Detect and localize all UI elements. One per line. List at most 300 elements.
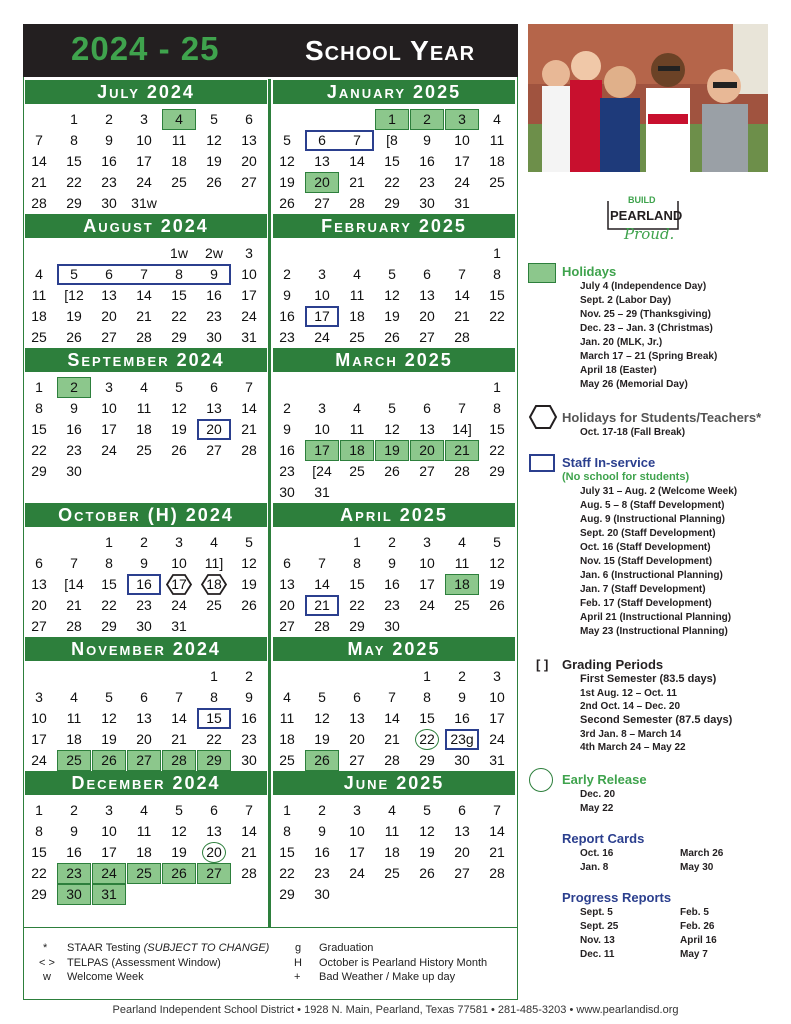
- calendar-day: 17: [241, 287, 257, 303]
- legend-history-symbol: H: [294, 957, 302, 969]
- calendar-day: 3: [245, 245, 253, 261]
- calendar-day: [8: [386, 132, 398, 148]
- calendar-day: 6: [423, 266, 431, 282]
- calendar-day: 19: [384, 308, 400, 324]
- calendar-day: 27: [279, 618, 295, 634]
- calendar-day: 3: [105, 379, 113, 395]
- calendar-day: 13: [454, 823, 470, 839]
- calendar-day: 9: [70, 823, 78, 839]
- report-cards-col1: [580, 847, 613, 875]
- calendar-day: 24: [92, 863, 126, 884]
- calendar-day: 1: [423, 668, 431, 684]
- month-feb: [273, 214, 515, 345]
- legend-telpas-symbol: < >: [39, 957, 55, 969]
- list-item: Dec. 11: [580, 949, 615, 960]
- students-photo: [528, 24, 768, 172]
- calendar-day: 16: [419, 153, 435, 169]
- month-title: July 2024: [25, 80, 267, 104]
- calendar-day: 27: [127, 750, 161, 771]
- calendar-day: 12: [314, 710, 330, 726]
- calendar-day: 8: [353, 555, 361, 571]
- calendar-day: 17: [454, 153, 470, 169]
- calendar-day: 7: [245, 379, 253, 395]
- calendar-day: 4: [388, 802, 396, 818]
- calendar-day: 10: [314, 287, 330, 303]
- legend-history: October is Pearland History Month: [319, 957, 488, 969]
- calendar-day: 18: [136, 421, 152, 437]
- calendar-day: 2: [57, 377, 91, 398]
- calendar-day: 15: [384, 153, 400, 169]
- list-item: Nov. 15 (Staff Development): [580, 556, 713, 567]
- month-dec: [25, 771, 267, 902]
- calendar-day: 6: [318, 132, 326, 148]
- month-title: March 2025: [273, 348, 515, 372]
- calendar-day: 11: [136, 400, 152, 416]
- calendar-day: 21: [31, 174, 47, 190]
- calendar-day: 31w: [131, 195, 157, 211]
- calendar-day: 16: [384, 576, 400, 592]
- calendar-day: 8: [493, 266, 501, 282]
- calendar-day: 12: [171, 823, 187, 839]
- calendar-day: 5: [70, 266, 78, 282]
- legend-welcome-symbol: w: [43, 971, 51, 983]
- list-item: July 4 (Independence Day): [580, 281, 707, 292]
- calendar-day: [12: [64, 287, 84, 303]
- calendar-day: 5: [175, 802, 183, 818]
- calendar-day: 24: [489, 731, 505, 747]
- calendar-day: 10: [349, 823, 365, 839]
- calendar-day: 3: [105, 802, 113, 818]
- calendar-day: 6: [210, 802, 218, 818]
- calendar-day: 21: [445, 440, 479, 461]
- calendar-day: 10: [454, 132, 470, 148]
- calendar-day: 30: [241, 752, 257, 768]
- calendar-day: 11: [31, 287, 47, 303]
- calendar-day: 31: [314, 484, 330, 500]
- calendar-day: 8: [105, 555, 113, 571]
- calendar-day: 24: [31, 752, 47, 768]
- early-release-list: [580, 788, 615, 816]
- calendar-day: 11: [384, 823, 400, 839]
- calendar-day: 15: [489, 287, 505, 303]
- calendar-day: 21: [241, 844, 257, 860]
- calendar-day: 18: [445, 574, 479, 595]
- list-item: May 26 (Memorial Day): [580, 379, 688, 390]
- grading-symbol: [ ]: [536, 657, 549, 672]
- list-item: May 23 (Instructional Planning): [580, 626, 728, 637]
- calendar-day: 14: [241, 400, 257, 416]
- calendar-day: 7: [318, 555, 326, 571]
- calendar-day: 11: [454, 555, 470, 571]
- calendar-day: 22: [489, 442, 505, 458]
- school-year-number: 2024 - 25: [71, 30, 220, 67]
- calendar-day: 27: [241, 174, 257, 190]
- calendar-day: 31: [454, 195, 470, 211]
- calendar-day: 14: [31, 153, 47, 169]
- month-jul: [25, 80, 267, 211]
- calendar-day: 27: [197, 863, 231, 884]
- calendar-day: 3: [175, 534, 183, 550]
- calendar-day: 16: [136, 576, 152, 592]
- calendar-day: 3: [353, 802, 361, 818]
- calendar-day: 18: [279, 731, 295, 747]
- school-year-title: School Year: [305, 35, 476, 66]
- calendar-day: 24: [241, 308, 257, 324]
- calendar-day: 27: [419, 329, 435, 345]
- calendar-day: 3: [318, 400, 326, 416]
- calendar-day: 25: [206, 597, 222, 613]
- calendar-day: 8: [283, 823, 291, 839]
- calendar-day: 29: [171, 329, 187, 345]
- calendar-day: 11]: [204, 555, 224, 571]
- calendar-day: 7: [245, 802, 253, 818]
- calendar-day: 19: [171, 421, 187, 437]
- inservice-box: [127, 574, 161, 595]
- calendar-day: 17: [101, 421, 117, 437]
- calendar-day: 23: [136, 597, 152, 613]
- list-item: March 26: [680, 848, 724, 859]
- month-sep: [25, 348, 267, 479]
- calendar-day: 20: [349, 731, 365, 747]
- month-title: April 2025: [273, 503, 515, 527]
- calendar-day: 20: [279, 597, 295, 613]
- list-item: May 30: [680, 862, 714, 873]
- month-oct: [25, 503, 267, 634]
- calendar-day: 8: [175, 266, 183, 282]
- calendar-day: 12: [489, 555, 505, 571]
- calendar-day: 6: [105, 266, 113, 282]
- calendar-day: 22: [415, 729, 439, 750]
- calendar-day: 4: [140, 802, 148, 818]
- calendar-day: 26: [279, 195, 295, 211]
- calendar-day: 12: [279, 153, 295, 169]
- legend-staar-symbol: *: [43, 942, 48, 954]
- calendar-day: 16: [279, 442, 295, 458]
- calendar-day: 22: [489, 308, 505, 324]
- legend-grad: Graduation: [319, 942, 374, 954]
- calendar-day: 1: [493, 245, 501, 261]
- calendar-day: 25: [127, 863, 161, 884]
- calendar-day: 12: [171, 400, 187, 416]
- calendar-day: 6: [35, 555, 43, 571]
- calendar-day: 17: [305, 440, 339, 461]
- calendar-day: 21: [136, 308, 152, 324]
- calendar-day: 9: [283, 421, 291, 437]
- calendar-day: 29: [349, 618, 365, 634]
- calendar-day: 18: [31, 308, 47, 324]
- calendar-day: 26: [489, 597, 505, 613]
- calendar-day: 20: [410, 440, 444, 461]
- calendar-day: 2: [283, 400, 291, 416]
- calendar-day: 2: [245, 668, 253, 684]
- calendar-day: 1: [493, 379, 501, 395]
- calendar-day: 1: [105, 534, 113, 550]
- calendar-day: 9: [140, 555, 148, 571]
- calendar-day: 14: [136, 287, 152, 303]
- calendar-day: 2w: [205, 245, 223, 261]
- calendar-day: 29: [384, 195, 400, 211]
- calendar-day: 1w: [170, 245, 188, 261]
- calendar-day: 10: [101, 823, 117, 839]
- calendar-day: 23: [314, 865, 330, 881]
- report-cards-col2: [680, 847, 723, 875]
- calendar-day: 22: [31, 865, 47, 881]
- calendar-day: 26: [384, 329, 400, 345]
- district-footer: Pearland Independent School District • 1928 N. Main, Pearland, Texas 77581 • 281-485-3203 • www.pearlandisd.org: [112, 1004, 679, 1016]
- calendar-day: 13: [206, 400, 222, 416]
- inservice-subtitle: (No school for students): [562, 471, 690, 483]
- calendar-day: 1: [35, 379, 43, 395]
- calendar-day: 2: [70, 802, 78, 818]
- calendar-day: 16: [101, 153, 117, 169]
- list-item: Nov. 25 – 29 (Thanksgiving): [580, 309, 711, 320]
- calendar-day: 23: [241, 731, 257, 747]
- calendar-day: 30: [206, 329, 222, 345]
- progress-reports-title: Progress Reports: [562, 890, 672, 905]
- calendar-day: 7: [388, 689, 396, 705]
- calendar-day: 13: [241, 132, 257, 148]
- calendar-day: 8: [35, 823, 43, 839]
- calendar-day: 13: [31, 576, 47, 592]
- list-item: Oct. 16: [580, 848, 614, 859]
- list-item: Feb. 26: [680, 921, 715, 932]
- calendar-day: 18: [136, 844, 152, 860]
- calendar-day: 2: [283, 266, 291, 282]
- calendar-day: 2: [410, 109, 444, 130]
- calendar-day: 13: [419, 421, 435, 437]
- calendar-day: 13: [419, 287, 435, 303]
- progress-reports-col1: [580, 906, 618, 962]
- calendar-day: 6: [423, 400, 431, 416]
- holidays-list: [580, 280, 717, 392]
- calendar-day: 30: [136, 618, 152, 634]
- calendar-day: 28: [489, 865, 505, 881]
- calendar-day: 20: [305, 172, 339, 193]
- calendar-day: 19: [206, 153, 222, 169]
- calendar-day: 21: [241, 421, 257, 437]
- calendar-day: 29: [279, 886, 295, 902]
- calendar-day: 5: [175, 379, 183, 395]
- inservice-section: [562, 455, 655, 470]
- calendar-day: 18: [384, 844, 400, 860]
- calendar-day: 25: [384, 865, 400, 881]
- calendar-day: 5: [388, 400, 396, 416]
- calendar-day: 15: [66, 153, 82, 169]
- calendar-day: 9: [245, 689, 253, 705]
- calendar-day: 8: [210, 689, 218, 705]
- calendar-day: 28: [349, 195, 365, 211]
- calendar-day: 9: [318, 823, 326, 839]
- calendar-day: 30: [314, 886, 330, 902]
- calendar-day: 8: [70, 132, 78, 148]
- calendar-day: 16: [454, 710, 470, 726]
- calendar-day: 24: [314, 329, 330, 345]
- calendar-day: 22: [384, 174, 400, 190]
- calendar-day: 14: [241, 823, 257, 839]
- calendar-day: 5: [210, 111, 218, 127]
- calendar-day: 21: [314, 597, 330, 613]
- calendar-day: 4: [35, 266, 43, 282]
- calendar-day: 13: [136, 710, 152, 726]
- calendar-day: 14: [171, 710, 187, 726]
- calendar-day: 28: [454, 463, 470, 479]
- logo-pearland: PEARLAND: [610, 208, 683, 223]
- calendar-day: 14: [454, 287, 470, 303]
- list-item: Nov. 13: [580, 935, 615, 946]
- list-item: May 22: [580, 803, 614, 814]
- calendar-day: 15: [349, 576, 365, 592]
- calendar-day: 10: [171, 555, 187, 571]
- calendar-day: 27: [206, 442, 222, 458]
- calendar-day: 17: [101, 844, 117, 860]
- first-semester: First Semester (83.5 days): [580, 673, 717, 685]
- calendar-day: 15: [419, 710, 435, 726]
- student-teacher-holidays-list: [580, 426, 685, 440]
- month-may: [273, 637, 515, 768]
- calendar-day: 7: [493, 802, 501, 818]
- grading-q1: 1st Aug. 12 – Oct. 11: [580, 688, 677, 699]
- calendar-day: 27: [419, 463, 435, 479]
- calendar-day: 17: [349, 844, 365, 860]
- calendar-day: 28: [384, 752, 400, 768]
- calendar-day: 3: [445, 109, 479, 130]
- inservice-box: [305, 595, 339, 616]
- list-item: Jan. 20 (MLK, Jr.): [580, 337, 663, 348]
- calendar-day: 22: [349, 597, 365, 613]
- calendar-day-number: 18: [206, 576, 222, 592]
- calendar-day: 19: [489, 576, 505, 592]
- list-item: July 31 – Aug. 2 (Welcome Week): [580, 486, 738, 497]
- calendar-day: 4: [493, 111, 501, 127]
- calendar-day: 29: [101, 618, 117, 634]
- calendar-day: 26: [206, 174, 222, 190]
- calendar-day: 15: [279, 844, 295, 860]
- calendar-day: 19: [171, 844, 187, 860]
- calendar-day: 20: [454, 844, 470, 860]
- calendar-day: 11: [349, 421, 365, 437]
- calendar-day: 5: [388, 266, 396, 282]
- calendar-day: 22: [206, 731, 222, 747]
- month-title: June 2025: [273, 771, 515, 795]
- calendar-day: 1: [375, 109, 409, 130]
- progress-reports-col2: [680, 906, 717, 962]
- calendar-day: 30: [66, 463, 82, 479]
- calendar-day: 22: [171, 308, 187, 324]
- calendar-day: 29: [66, 195, 82, 211]
- calendar-day: 5: [318, 689, 326, 705]
- calendar-day: 26: [419, 865, 435, 881]
- calendar-day: 5: [245, 534, 253, 550]
- legend-grad-symbol: g: [295, 942, 302, 954]
- calendar-day: 15: [171, 287, 187, 303]
- calendar-day: 2: [458, 668, 466, 684]
- inservice-title: Staff In-service: [562, 455, 656, 470]
- month-mar: [273, 348, 515, 500]
- calendar-day: 28: [241, 442, 257, 458]
- calendar-day: 11: [171, 132, 187, 148]
- calendar-day: 12: [384, 287, 400, 303]
- calendar-day: 3: [423, 534, 431, 550]
- calendar-day: 14]: [452, 421, 472, 437]
- list-item: Jan. 6 (Instructional Planning): [580, 570, 723, 581]
- calendar-day: 28: [241, 865, 257, 881]
- calendar-day: 18: [489, 153, 505, 169]
- calendar-day: 12: [384, 421, 400, 437]
- calendar-day: 17: [419, 576, 435, 592]
- calendar-day: 7: [458, 266, 466, 282]
- calendar-day: 25: [136, 442, 152, 458]
- calendar-day: 19: [66, 308, 82, 324]
- calendar-day: 25: [279, 752, 295, 768]
- calendar-day: 17: [136, 153, 152, 169]
- calendar-day: 23: [57, 863, 91, 884]
- calendar-day: 27: [349, 752, 365, 768]
- list-item: May 7: [680, 949, 708, 960]
- month-aug: [25, 214, 267, 345]
- calendar-day: 26: [384, 463, 400, 479]
- calendar-day: 21: [489, 844, 505, 860]
- calendar-day: [14: [64, 576, 84, 592]
- month-jan: [273, 80, 515, 211]
- calendar-day: 4: [140, 379, 148, 395]
- calendar-day: 29: [31, 463, 47, 479]
- inservice-box: [57, 264, 231, 285]
- month-title: December 2024: [25, 771, 267, 795]
- calendar-day: 15: [31, 844, 47, 860]
- list-item: Sept. 2 (Labor Day): [580, 295, 672, 306]
- calendar-day: 24: [136, 174, 152, 190]
- calendar-day: 10: [419, 555, 435, 571]
- calendar-day: 21: [171, 731, 187, 747]
- grading-q3: 3rd Jan. 8 – March 14: [580, 729, 682, 740]
- report-cards-title: Report Cards: [562, 831, 645, 846]
- calendar-day: 18: [349, 308, 365, 324]
- calendar-day: 31: [92, 884, 126, 905]
- calendar-day: 21: [349, 174, 365, 190]
- list-item: Dec. 20: [580, 789, 616, 800]
- calendar-day: 11: [66, 710, 82, 726]
- calendar-day: 17: [314, 308, 330, 324]
- calendar-day: 16: [314, 844, 330, 860]
- calendar-day: 14: [384, 710, 400, 726]
- holidays-section: [562, 264, 616, 279]
- list-item: March 17 – 21 (Spring Break): [580, 351, 718, 362]
- calendar-day: 2: [388, 534, 396, 550]
- inservice-box: [445, 729, 479, 750]
- calendar-day: 23: [279, 463, 295, 479]
- calendar-day: 29: [489, 463, 505, 479]
- calendar-day: 17: [31, 731, 47, 747]
- calendar-day: 28: [66, 618, 82, 634]
- calendar-day: 8: [35, 400, 43, 416]
- month-jun: [273, 771, 515, 902]
- calendar-header: [23, 24, 518, 77]
- second-semester: Second Semester (87.5 days): [580, 714, 733, 726]
- calendar-day: 4: [353, 266, 361, 282]
- calendar-day: 25: [349, 463, 365, 479]
- calendar-day: 26: [66, 329, 82, 345]
- calendar-day: 18: [66, 731, 82, 747]
- calendar-day: [166, 574, 192, 595]
- calendar-day: 13: [279, 576, 295, 592]
- list-item: Oct. 16 (Staff Development): [580, 542, 711, 553]
- calendar-day: 20: [206, 421, 222, 437]
- month-title: October (H) 2024: [25, 503, 267, 527]
- calendar-day: 5: [105, 689, 113, 705]
- calendar-day: 6: [283, 555, 291, 571]
- calendar-day: 6: [140, 689, 148, 705]
- calendar-day: 15: [31, 421, 47, 437]
